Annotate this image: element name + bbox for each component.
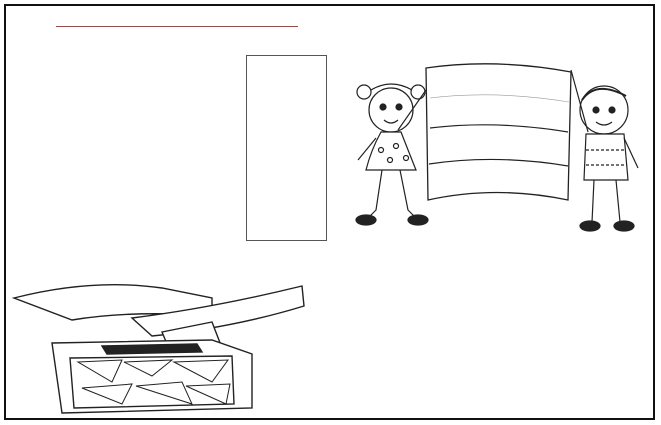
- flag-outline: [426, 64, 571, 200]
- name-blank-line: [56, 26, 298, 27]
- boy-figure: [571, 70, 638, 231]
- children-with-flag-illustration: [346, 50, 646, 240]
- worksheet: [4, 4, 655, 420]
- girl-figure: [356, 84, 428, 225]
- word-list-box: [246, 55, 327, 241]
- ballot-box-illustration: [12, 258, 312, 418]
